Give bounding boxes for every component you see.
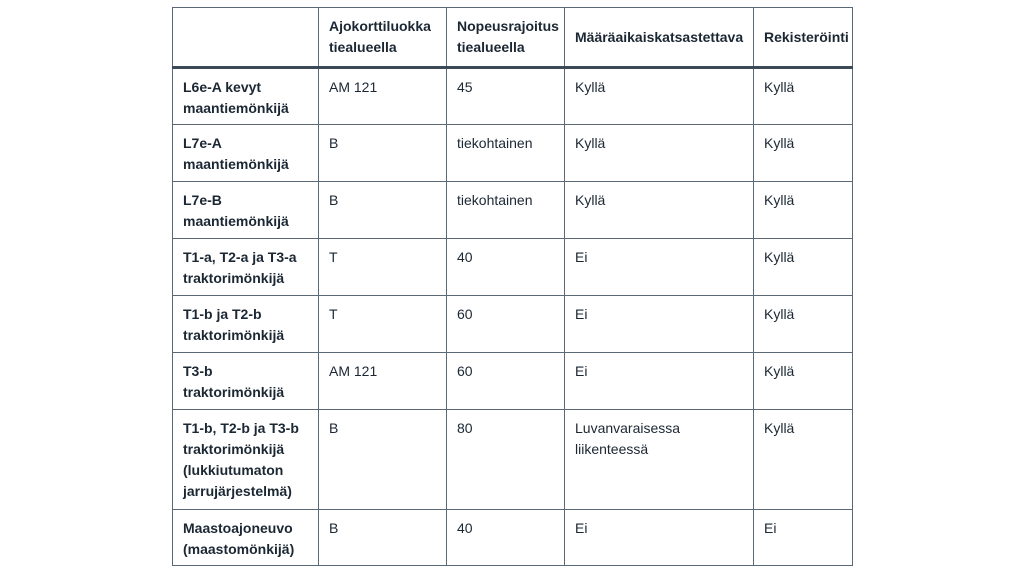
column-header: Rekisteröinti [754, 8, 853, 68]
table-cell: Kyllä [565, 68, 754, 125]
table-cell: B [319, 182, 447, 239]
table-cell: Ei [565, 510, 754, 566]
vehicle-type-cell: Maastoajoneuvo (maastomönkijä) [173, 510, 319, 566]
table-cell: tiekohtainen [447, 182, 565, 239]
table-cell: Ei [565, 296, 754, 353]
table-cell: Kyllä [754, 296, 853, 353]
table-cell: Ei [565, 353, 754, 410]
vehicle-type-cell: L7e-B maantiemönkijä [173, 182, 319, 239]
table-cell: 60 [447, 353, 565, 410]
vehicle-type-cell: T1-a, T2-a ja T3-a traktorimönkijä [173, 239, 319, 296]
table-cell: B [319, 410, 447, 510]
column-header: Määräaikaiskatsastettava [565, 8, 754, 68]
table-cell: Luvanvaraisessa liikenteessä [565, 410, 754, 510]
table-cell: Ei [565, 239, 754, 296]
table-cell: Kyllä [754, 353, 853, 410]
table-cell: Kyllä [754, 239, 853, 296]
column-header: Nopeusrajoitus tiealueella [447, 8, 565, 68]
table-row [173, 239, 853, 296]
table-cell: B [319, 510, 447, 566]
table-cell: Kyllä [754, 125, 853, 182]
table-cell: B [319, 125, 447, 182]
vehicle-type-cell: T1-b, T2-b ja T3-b traktorimönkijä (lukkiutumaton jarrujärjestelmä) [173, 410, 319, 510]
table-row [173, 68, 853, 125]
vehicle-type-cell: T3-b traktorimönkijä [173, 353, 319, 410]
table-cell: Kyllä [754, 68, 853, 125]
table-cell: AM 121 [319, 68, 447, 125]
table-cell: Ei [754, 510, 853, 566]
vehicle-table [172, 7, 853, 566]
table-cell: Kyllä [565, 182, 754, 239]
header-row [173, 8, 853, 68]
table-row [173, 182, 853, 239]
vehicle-type-cell: L7e-A maantiemönkijä [173, 125, 319, 182]
table-cell: 80 [447, 410, 565, 510]
vehicle-type-cell: T1-b ja T2-b traktorimönkijä [173, 296, 319, 353]
table-cell: T [319, 296, 447, 353]
table-row [173, 510, 853, 566]
table-cell: tiekohtainen [447, 125, 565, 182]
table-row [173, 353, 853, 410]
table-row [173, 296, 853, 353]
table-cell: T [319, 239, 447, 296]
column-header: Ajokorttiluokka tiealueella [319, 8, 447, 68]
table-cell: 45 [447, 68, 565, 125]
table-cell: AM 121 [319, 353, 447, 410]
table-cell: 40 [447, 239, 565, 296]
column-header [173, 8, 319, 68]
table-row [173, 410, 853, 510]
table-cell: Kyllä [754, 410, 853, 510]
table-cell: Kyllä [565, 125, 754, 182]
table-cell: Kyllä [754, 182, 853, 239]
vehicle-type-cell: L6e-A kevyt maantiemönkijä [173, 68, 319, 125]
table-cell: 60 [447, 296, 565, 353]
table-row [173, 125, 853, 182]
table-cell: 40 [447, 510, 565, 566]
